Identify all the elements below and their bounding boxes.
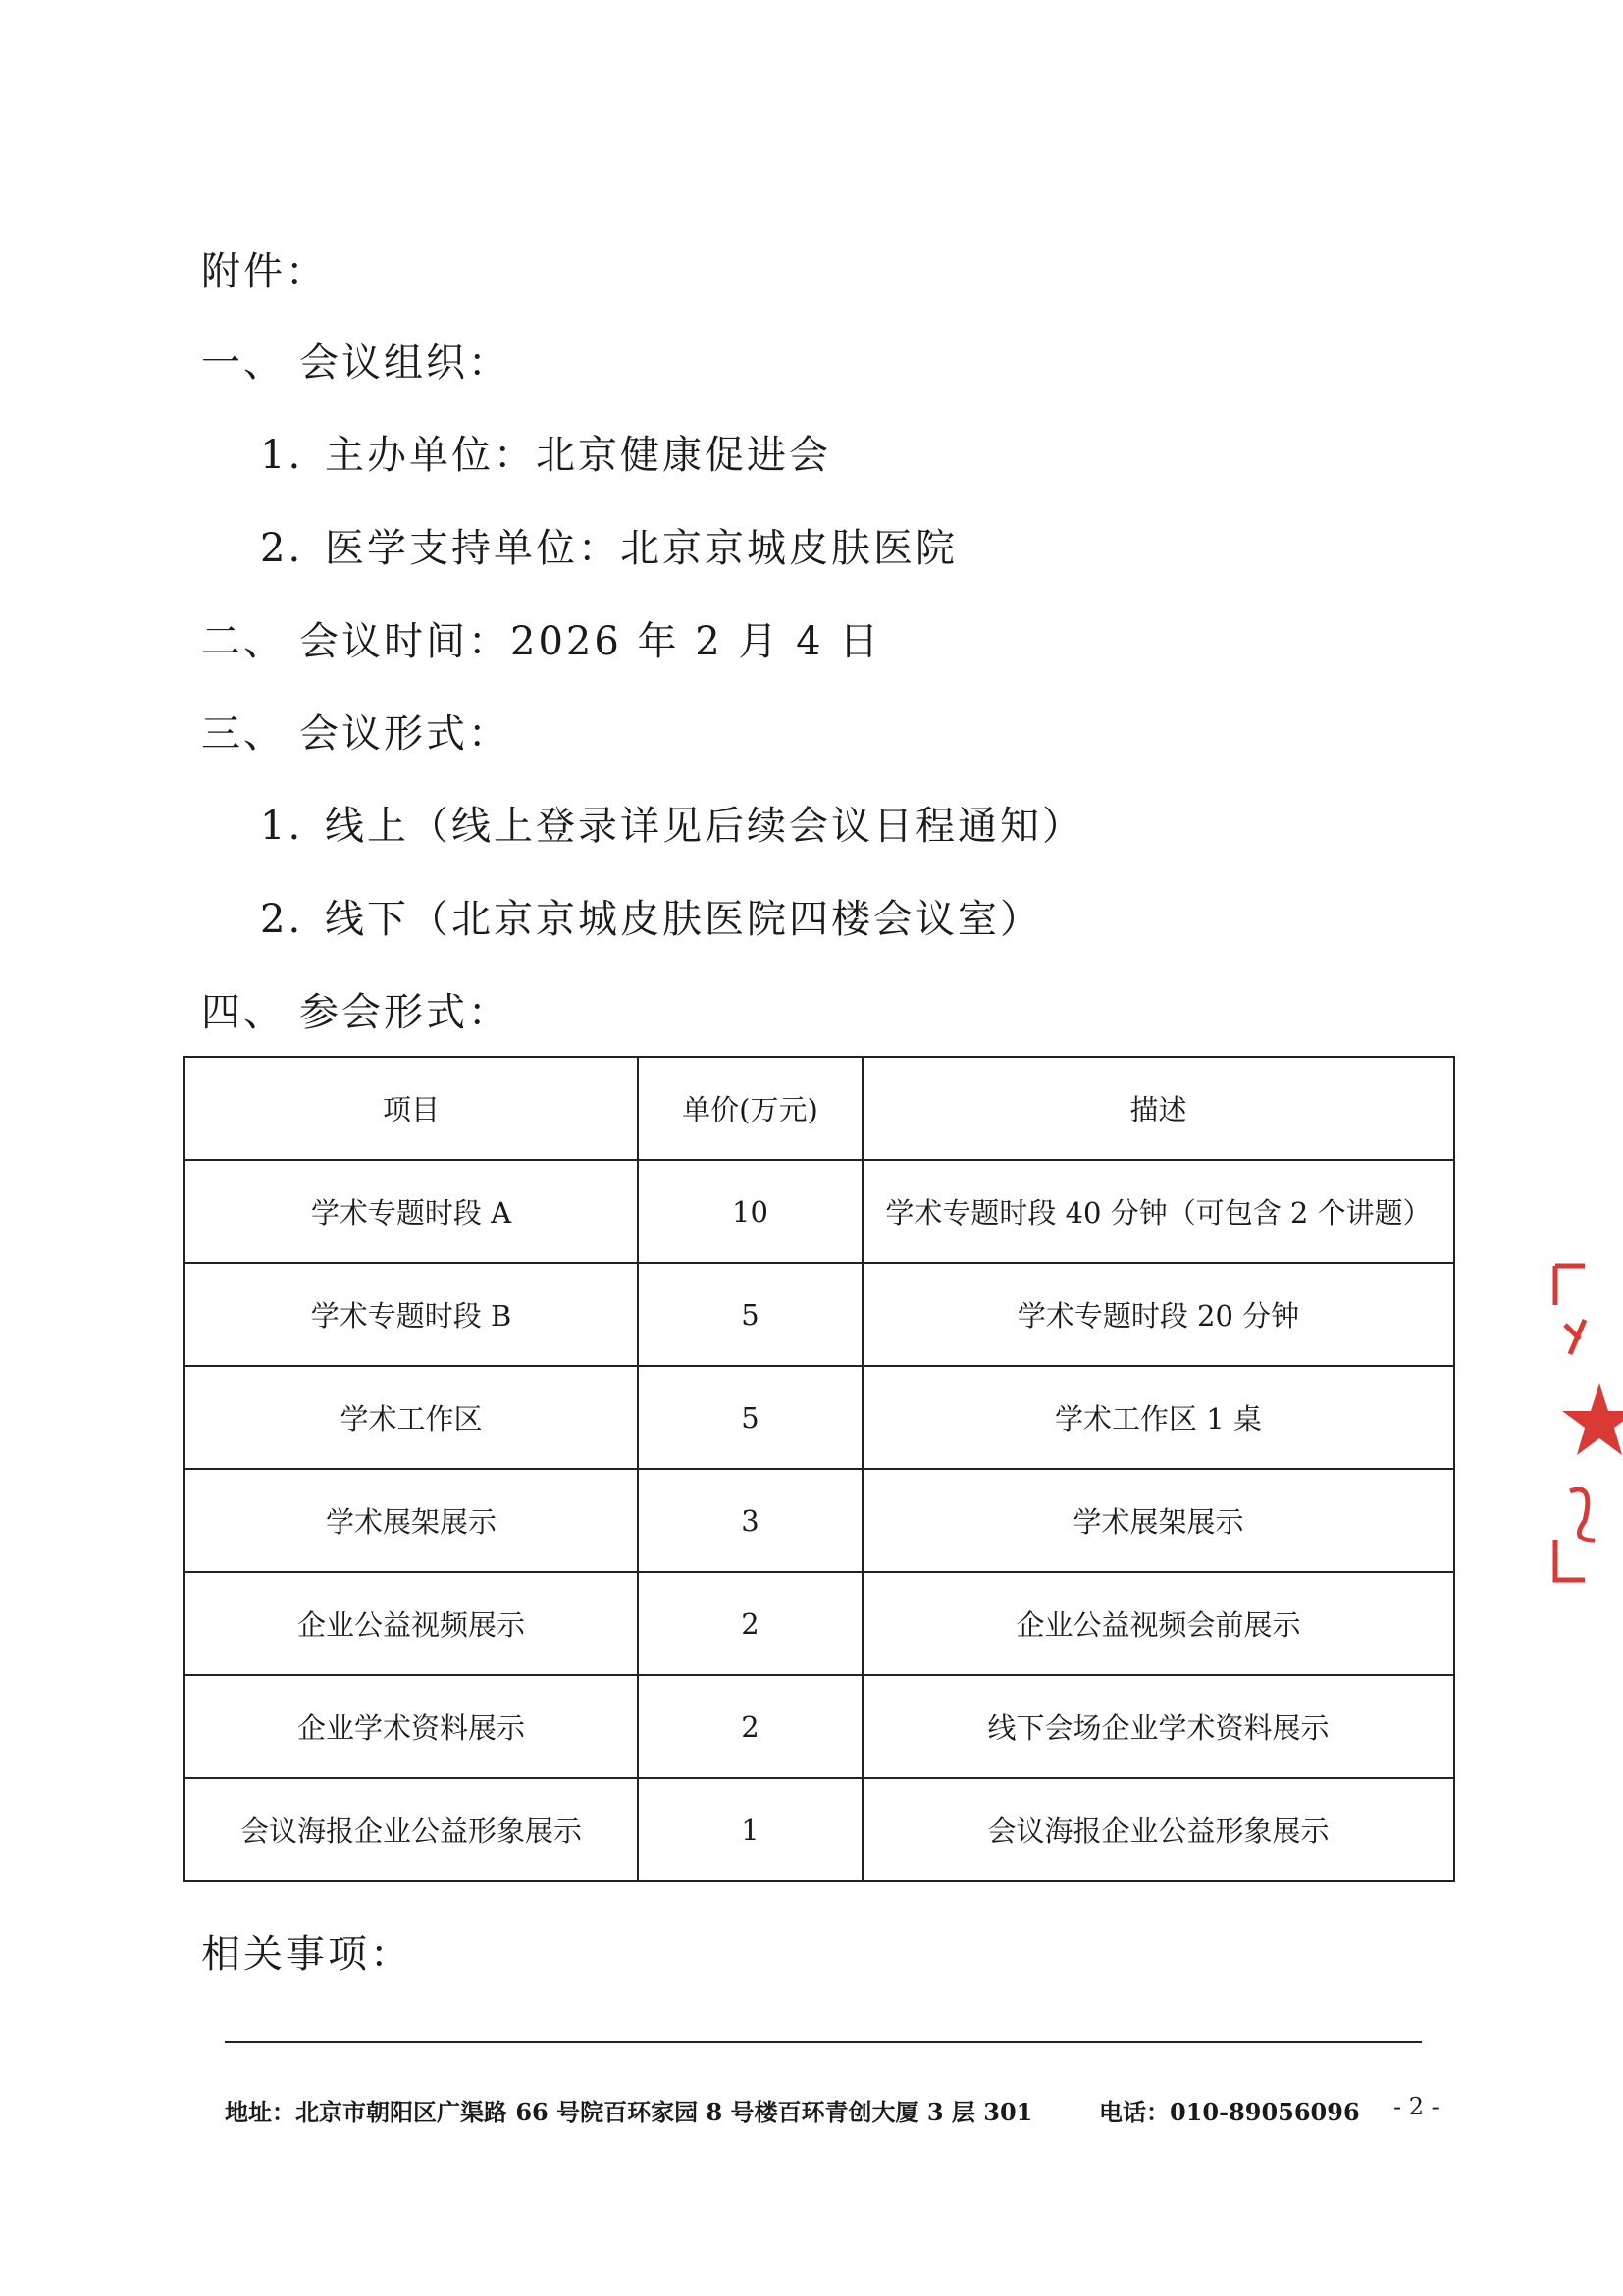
table-row xyxy=(184,1469,1454,1572)
related-matters-label: 相关事项： xyxy=(201,1932,412,1977)
cell-price: 5 xyxy=(638,1366,863,1469)
cell-description: 学术专题时段 20 分钟 xyxy=(863,1263,1454,1366)
section-number: 三、 xyxy=(201,711,286,757)
section-title: 会议时间：2026 年 2 月 4 日 xyxy=(299,619,882,664)
cell-price: 2 xyxy=(638,1675,863,1778)
item-text: 线下（北京京城皮肤医院四楼会议室） xyxy=(325,897,1042,942)
section-title: 会议组织： xyxy=(299,340,510,386)
cell-description: 会议海报企业公益形象展示 xyxy=(863,1778,1454,1881)
item-text: 主办单位：北京健康促进会 xyxy=(325,433,831,478)
section-3-item-1 xyxy=(260,795,1084,851)
header-price: 单价(万元) xyxy=(638,1057,863,1160)
footer-phone: 电话：010-89056096 xyxy=(1099,2098,1360,2126)
seal-stamp-icon xyxy=(1526,1246,1623,1599)
section-3-item-2 xyxy=(260,888,1042,944)
cell-item: 学术专题时段 B xyxy=(184,1263,638,1366)
item-text: 线上（线上登录详见后续会议日程通知） xyxy=(325,804,1084,849)
attachment-label: 附件： xyxy=(201,249,328,294)
table-row xyxy=(184,1160,1454,1263)
cell-price: 2 xyxy=(638,1572,863,1675)
section-number: 四、 xyxy=(201,990,286,1035)
table-row xyxy=(184,1572,1454,1675)
cell-item: 学术展架展示 xyxy=(184,1469,638,1572)
header-description: 描述 xyxy=(863,1057,1454,1160)
cell-description: 线下会场企业学术资料展示 xyxy=(863,1675,1454,1778)
cell-price: 3 xyxy=(638,1469,863,1572)
section-title: 参会形式： xyxy=(299,990,510,1035)
cell-price: 1 xyxy=(638,1778,863,1881)
section-1-item-2 xyxy=(260,517,958,573)
item-number: 2. xyxy=(260,897,304,942)
section-title: 会议形式： xyxy=(299,711,510,757)
cell-description: 学术展架展示 xyxy=(863,1469,1454,1572)
cell-item: 会议海报企业公益形象展示 xyxy=(184,1778,638,1881)
table-row xyxy=(184,1366,1454,1469)
cell-description: 学术专题时段 40 分钟（可包含 2 个讲题） xyxy=(863,1160,1454,1263)
cell-price: 5 xyxy=(638,1263,863,1366)
item-number: 1. xyxy=(260,433,304,478)
section-number: 一、 xyxy=(201,340,286,386)
section-2-heading xyxy=(201,610,881,666)
item-number: 1. xyxy=(260,804,304,849)
cell-price: 10 xyxy=(638,1160,863,1263)
page-number: - 2 - xyxy=(1393,2093,1440,2120)
cell-description: 学术工作区 1 桌 xyxy=(863,1366,1454,1469)
section-4-heading xyxy=(201,981,510,1037)
table-header-row xyxy=(184,1057,1454,1160)
cell-item: 学术工作区 xyxy=(184,1366,638,1469)
cell-item: 企业学术资料展示 xyxy=(184,1675,638,1778)
header-item: 项目 xyxy=(184,1057,638,1160)
table-row xyxy=(184,1778,1454,1881)
section-1-heading xyxy=(201,332,510,388)
footer-divider xyxy=(225,2041,1422,2043)
table-row xyxy=(184,1263,1454,1366)
participation-table xyxy=(183,1056,1455,1882)
table-row xyxy=(184,1675,1454,1778)
section-1-item-1 xyxy=(260,424,831,480)
section-number: 二、 xyxy=(201,619,286,664)
section-3-heading xyxy=(201,703,510,758)
cell-item: 企业公益视频展示 xyxy=(184,1572,638,1675)
cell-description: 企业公益视频会前展示 xyxy=(863,1572,1454,1675)
footer-address: 地址：北京市朝阳区广渠路 66 号院百环家园 8 号楼百环青创大厦 3 层 301 xyxy=(225,2098,1033,2126)
item-number: 2. xyxy=(260,526,304,571)
cell-item: 学术专题时段 A xyxy=(184,1160,638,1263)
item-text: 医学支持单位：北京京城皮肤医院 xyxy=(325,526,958,571)
